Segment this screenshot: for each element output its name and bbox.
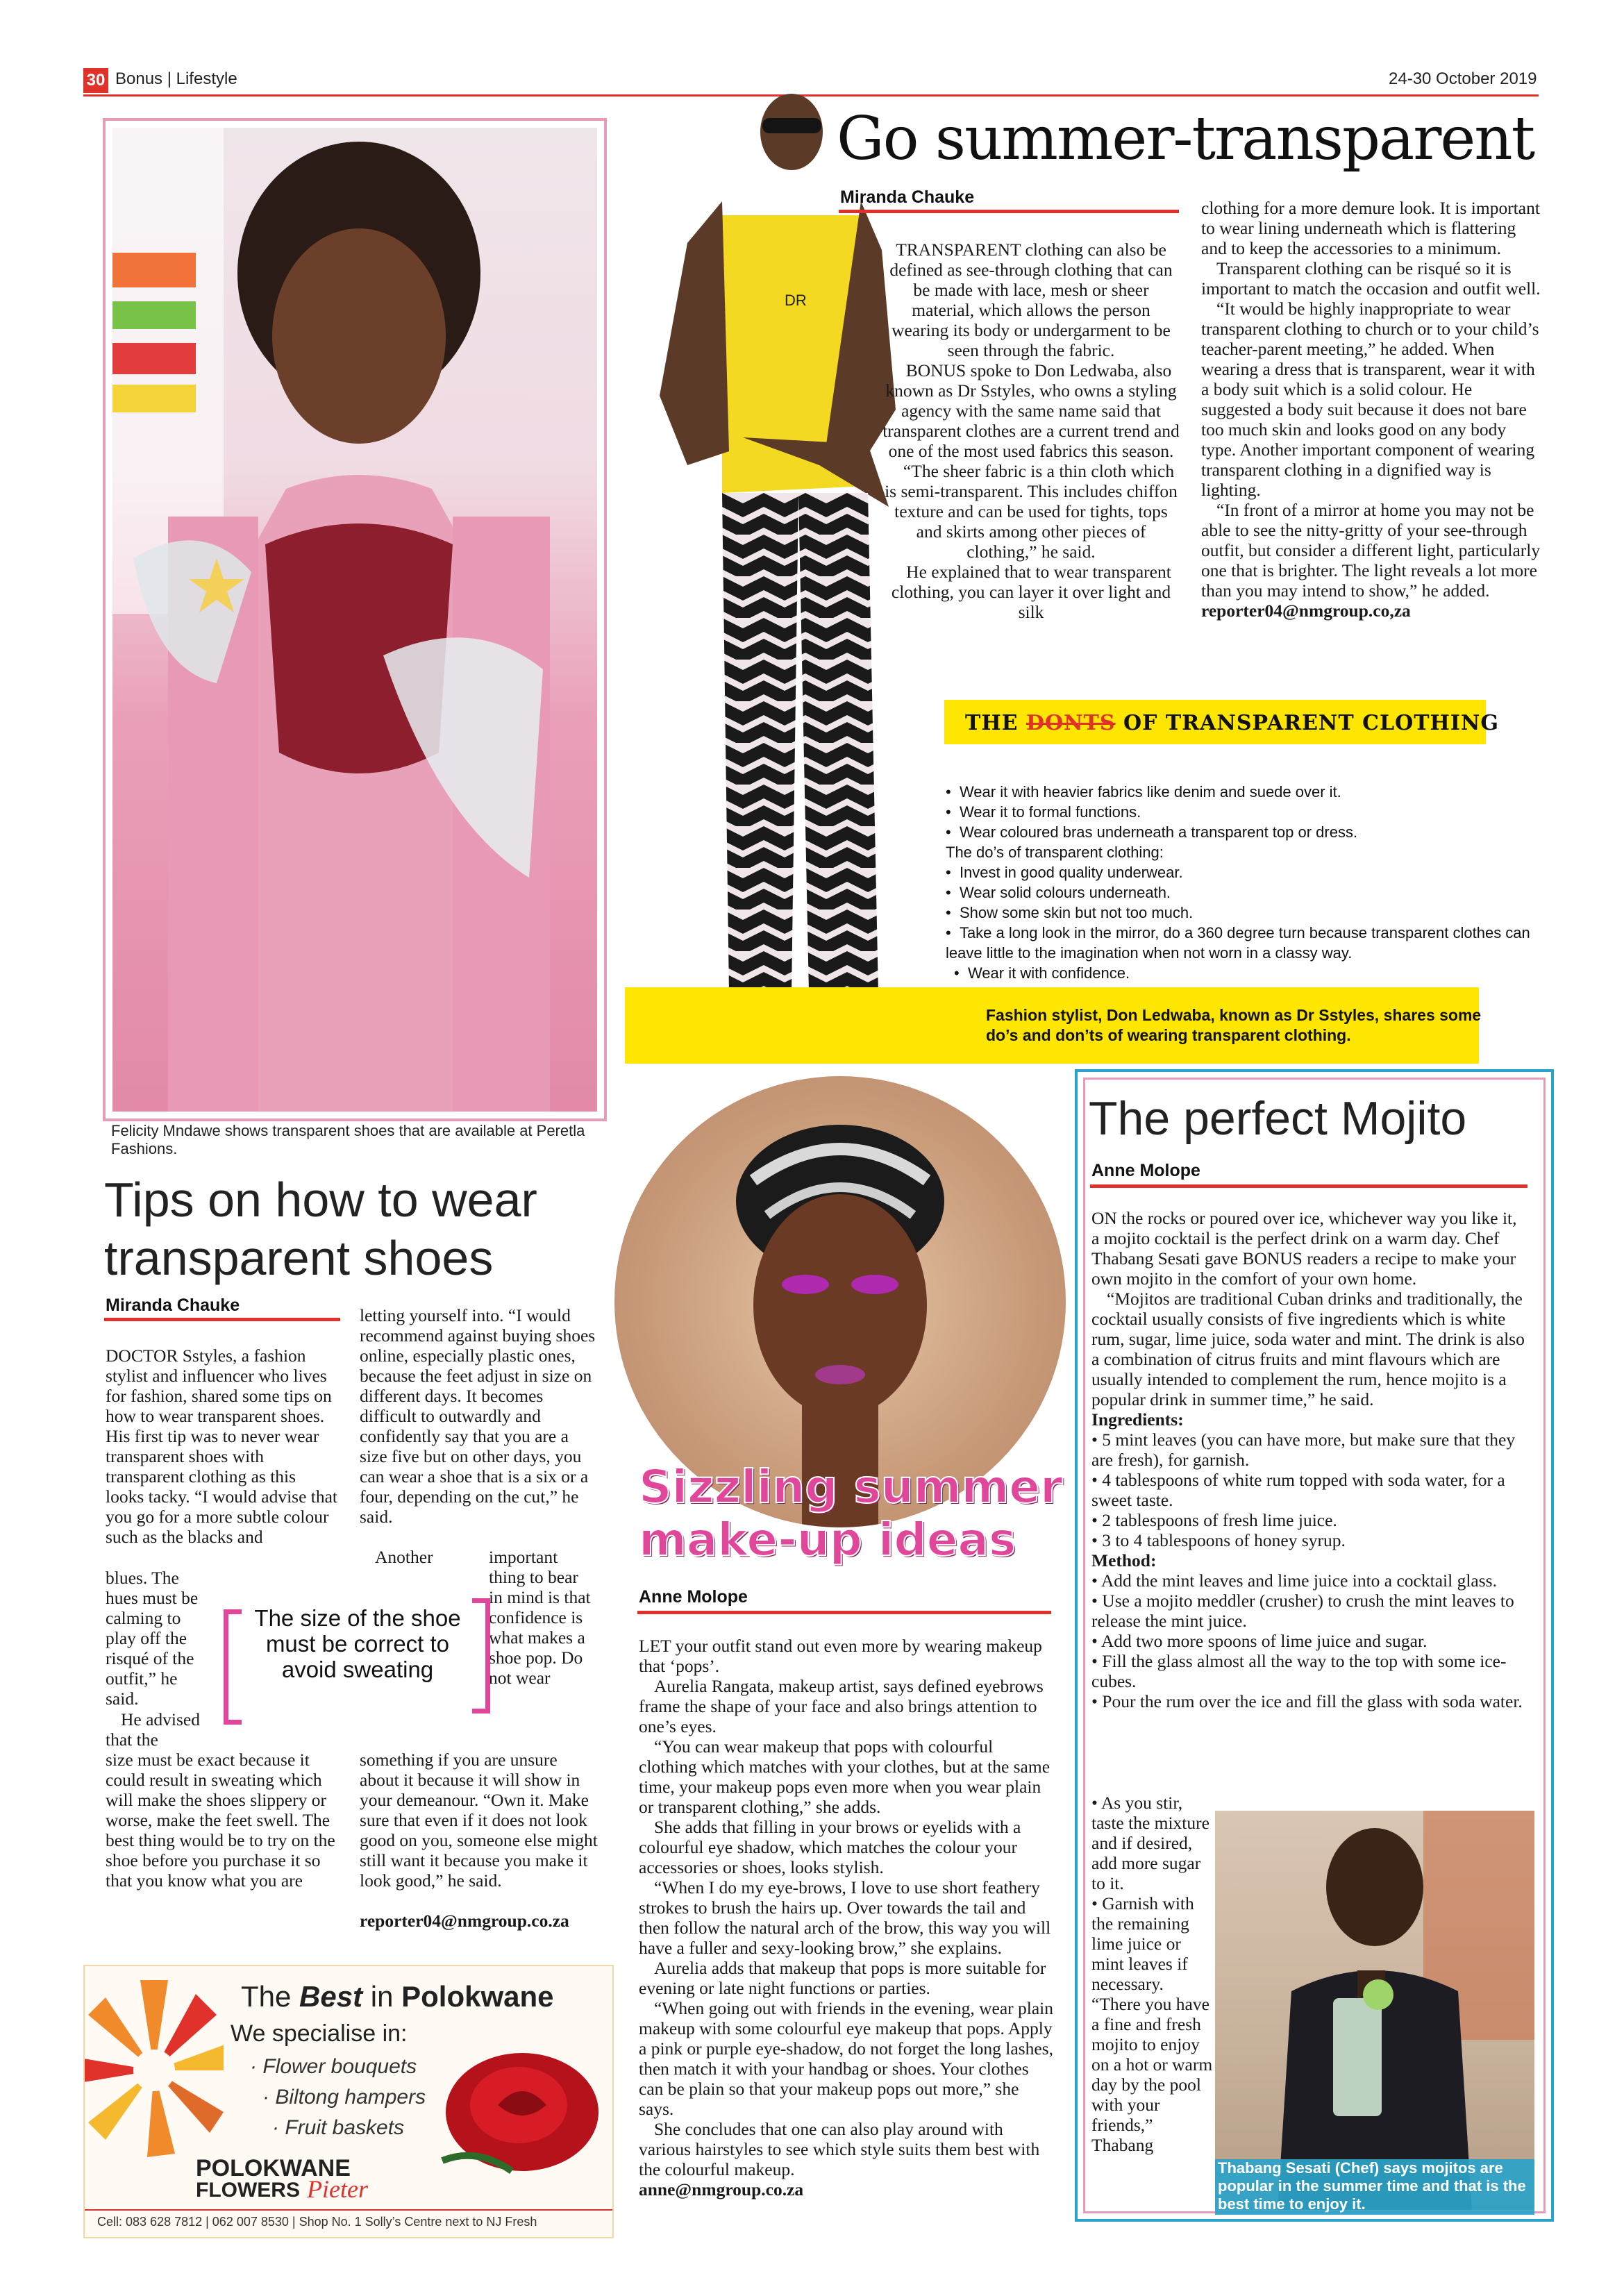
ingredients-heading: Ingredients: <box>1091 1409 1184 1430</box>
method-item: • Add two more spoons of lime juice and sugar. <box>1091 1631 1428 1651</box>
mojito-byline: Anne Molope <box>1091 1161 1200 1180</box>
advert-title-bold: Polokwane <box>401 1980 554 2013</box>
makeup-p: “You can wear makeup that pops with colourful clothing which matches with your clothes, but at the same time, your makeup pops even more when you wear plain or transparent clothing,” she adds. <box>639 1736 1050 1817</box>
ingredient-item: • 4 tablespoons of white rum topped with soda water, for a sweet taste. <box>1091 1470 1505 1510</box>
makeup-headline-line2: make-up ideas <box>639 1513 1016 1566</box>
dos-heading: The do’s of transparent clothing: <box>946 844 1164 861</box>
advert-title-em: Best <box>299 1980 363 2013</box>
shoes-byline: Miranda Chauke <box>106 1296 240 1315</box>
dr-sstyles-photo <box>618 76 896 1076</box>
main-col1 <box>882 240 1180 622</box>
shoes-headline-line2: transparent shoes <box>104 1231 494 1285</box>
mojito-headline: The perfect Mojito <box>1089 1092 1467 1145</box>
photo-frame-felicity <box>103 118 607 1121</box>
makeup-p: She adds that filling in your brows or eyelids with a colourful eye shadow, which matches the colour your accessories or shoes, looks stylish. <box>639 1817 1021 1877</box>
shoes-byline-rule <box>104 1318 340 1321</box>
pullquote-left-bracket <box>224 1609 242 1725</box>
advert-specialise: We specialise in: <box>231 2020 408 2047</box>
method-item: • Add the mint leaves and lime juice into a cocktail glass. <box>1091 1570 1497 1591</box>
donts-title-post: OF TRANSPARENT CLOTHING <box>1115 711 1499 735</box>
main-col1-p4: He explained that to wear transparent clothing, you can layer it over light and silk <box>891 562 1171 622</box>
makeup-email: anne@nmgroup.co.za <box>639 2179 804 2199</box>
donts-title-strike: DONTS <box>1026 711 1116 735</box>
felicity-photo <box>112 128 597 1112</box>
mojito-narrow: • As you stir, taste the mixture and if desired, add more sugar to it. • Garnish with the remaining lime juice or mint leaves if necessary. “There you have a fine and fresh mojito to enjoy on a hot or warm day by the pool with your friends,” Thabang <box>1091 1793 1213 2155</box>
chef-caption: Thabang Sesati (Chef) says mojitos are popular in the summer time and that is the best time to enjoy it. <box>1218 2159 1526 2213</box>
chef-illustration <box>1215 1811 1534 2210</box>
donts-title-pre: THE <box>965 711 1026 735</box>
advert-title <box>241 1980 554 2013</box>
shoes-col1-bottom: size must be exact because it could result in sweating which will make the shoes slippery or worse, make the feet swell. The best thing would be to try on the shoe before you purchase it so that you know what you are <box>106 1750 335 1891</box>
ingredient-item: • 2 tablespoons of fresh lime juice. <box>1091 1510 1337 1530</box>
advert-item: · Biltong hampers <box>262 2086 426 2109</box>
felicity-caption: Felicity Mndawe shows transparent shoes that are available at Peretla Fashions. <box>111 1122 585 1157</box>
main-byline: Miranda Chauke <box>840 187 975 207</box>
section-label: Bonus | Lifestyle <box>115 69 237 88</box>
shoes-col2-bottom: something if you are unsure about it because it will show in your demeanour. “Own it. Make sure that even if it does not look good on you, someone else might still want it because you make it look good,” he said. <box>360 1750 598 1891</box>
advert-contact-rule <box>85 2209 612 2211</box>
main-col2-p3: “It would be highly inappropriate to wear transparent clothing to church or to your child’s teacher-parent meeting,” he added. When wearing a dress that is transparent, wear it with a body suit which is a solid colour. He suggested a body suit because it does not bare too much skin and looks good on any body type. Another important component of wearing transparent clothing in a dignified way is lighting. <box>1201 299 1539 500</box>
method-item: • Pour the rum over the ice and fill the glass with soda water. <box>1091 1691 1523 1711</box>
makeup-p: LET your outfit stand out even more by wearing makeup that ‘pops’. <box>639 1636 1042 1676</box>
advert-brand-line1: POLOKWANE <box>196 2155 351 2181</box>
rose-image <box>435 2050 609 2188</box>
felicity-illustration <box>112 128 597 1112</box>
dos-item: • Show some skin but not too much. <box>946 904 1194 921</box>
donts-item: • Wear it with heavier fabrics like denim and suede over it. <box>946 783 1341 801</box>
main-email: reporter04@nmgroup.co,za <box>1201 601 1411 621</box>
advert-item: · Fruit baskets <box>272 2116 405 2139</box>
shoes-col2-narrow: important thing to bear in mind is that confidence is what makes a shoe pop. Do not wear <box>489 1547 591 1688</box>
shoes-col2-narrow-a: Another <box>375 1547 433 1567</box>
donts-dos-list <box>946 782 1543 983</box>
main-headline: Go summer-transparent <box>837 104 1534 174</box>
main-col2-p1: clothing for a more demure look. It is important to wear lining underneath which is flattering and to keep the accessories to a minimum. <box>1201 198 1540 258</box>
advert-item: · Flower bouquets <box>250 2055 417 2078</box>
dos-item: • Invest in good quality underwear. <box>946 864 1183 881</box>
mojito-body <box>1091 1208 1525 1711</box>
shoes-col2-top: letting yourself into. “I would recommend against buying shoes online, especially plastic ones, because the feet adjust in size on different days. It becomes difficult to outwardly and confidently say that you are a size five but on other days, you can wear a shoe that is a six or a four, depending on the cut,” he said. <box>360 1305 596 1527</box>
method-heading: Method: <box>1091 1550 1157 1570</box>
shoes-headline-line1: Tips on how to wear <box>104 1173 537 1227</box>
chef-photo <box>1215 1811 1534 2210</box>
makeup-headline-line1: Sizzling summer <box>639 1460 1063 1514</box>
makeup-body <box>639 1636 1055 2199</box>
dr-sstyles-illustration <box>618 76 896 1076</box>
advert-title-pre: The <box>241 1980 300 2013</box>
advert-signature: Pieter <box>307 2175 368 2203</box>
mojito-para2: “Mojitos are traditional Cuban drinks and traditionally, the cocktail usually consists of five ingredients which is white rum, sugar, lime juice, soda water and mint. The drink is also a combination of citrus fruits and mint flavours which are usually intended to complement the rum, hence mojito is a popular drink in summer time,” he said. <box>1091 1289 1525 1409</box>
issue-date: 24-30 October 2019 <box>1389 69 1537 88</box>
main-col2 <box>1201 198 1545 621</box>
makeup-p: “When going out with friends in the evening, wear plain makeup with some colourful eye makeup that pops. Apply a pink or purple eye-shadow, do not forget the long lashes, then match it with your handbag or shoes. Your clothes can be plain so that your makeup pops out more,” she says. <box>639 1998 1054 2119</box>
dos-item: • Wear it with confidence. <box>954 964 1130 982</box>
makeup-byline: Anne Molope <box>639 1587 748 1607</box>
makeup-headline <box>639 1461 1063 1566</box>
donts-title <box>965 711 1499 735</box>
advert-contact: Cell: 083 628 7812 | 062 007 8530 | Shop No. 1 Solly’s Centre next to NJ Fresh <box>97 2215 537 2229</box>
makeup-p: She concludes that one can also play around with various hairstyles to see which style suits them best with the colourful makeup. <box>639 2119 1040 2179</box>
shoes-col1-top: DOCTOR Sstyles, a fashion stylist and influencer who lives for fashion, shared some tips on how to wear transparent shoes. His first tip was to never wear transparent shoes with transparent clothing as this looks tacky. “I would advise that you go for a more subtle colour such as the blacks and <box>106 1346 338 1547</box>
main-col1-p1: TRANSPARENT clothing can also be defined as see-through clothing that can be made with lace, mesh or sheer material, which allows the person wearing its body or undergarment to be seen through the fabric. <box>889 240 1173 360</box>
ingredient-item: • 5 mint leaves (you can have more, but make sure that they are fresh), for garnish. <box>1091 1430 1516 1470</box>
makeup-byline-rule <box>637 1611 1051 1614</box>
advert-title-mid: in <box>362 1980 402 2013</box>
main-col2-p4: “In front of a mirror at home you may not be able to see the nitty-gritty of your see-through outfit, but consider a different light, particularly one that is brighter. The light reveals a lot more than you may intend to show,” he added. <box>1201 500 1541 601</box>
main-photo-caption: Fashion stylist, Don Ledwaba, known as Dr Sstyles, shares some do’s and don’ts of wearing transparent clothing. <box>986 1006 1482 1044</box>
ingredient-item: • 3 to 4 tablespoons of honey syrup. <box>1091 1530 1346 1550</box>
makeup-p: Aurelia adds that makeup that pops is more suitable for evening or late night functions or parties. <box>639 1958 1046 1998</box>
main-byline-rule <box>839 210 1179 213</box>
pullquote-right-bracket <box>472 1598 490 1713</box>
shoes-col1-narrow: blues. The hues must be calming to play off the risqué of the outfit,” he said. <box>106 1568 199 1709</box>
advert-brand-line2: FLOWERS <box>196 2179 300 2202</box>
shirt-logo: DR <box>785 292 807 309</box>
dos-item: • Wear solid colours underneath. <box>946 884 1171 901</box>
mojito-byline-rule <box>1090 1184 1527 1188</box>
dos-item: • Take a long look in the mirror, do a 360 degree turn because transparent clothes can leave little to the imagination when not worn in a classy way. <box>946 924 1530 962</box>
page-number-badge: 30 <box>83 68 108 93</box>
pullquote: The size of the shoe must be correct to avoid sweating <box>254 1605 461 1682</box>
makeup-p: “When I do my eye-brows, I love to use short feathery strokes to brush the hairs up. Over towards the tail and then follow the natural arch of the brow, this way you will have a fuller and sexy-looking brow,” she explains. <box>639 1877 1051 1958</box>
main-col1-p3: “The sheer fabric is a thin cloth which is semi-transparent. This includes chiffon texture and can be used for tights, tops and skirts among other pieces of clothing,” he said. <box>885 461 1178 562</box>
main-col1-p2: BONUS spoke to Don Ledwaba, also known as Dr Sstyles, who owns a styling agency with the same name said that transparent clothes are a current trend and one of the most used fabrics this season. <box>882 360 1180 461</box>
mojito-intro: ON the rocks or poured over ice, whichever way you like it, a mojito cocktail is the perfect drink on a warm day. Chef Thabang Sesati gave BONUS readers a recipe to make your own mojito in the comfort of your own home. <box>1091 1208 1517 1289</box>
main-col2-p2: Transparent clothing can be risqué so it is important to match the occasion and outfit well. <box>1201 258 1541 299</box>
method-item: • Use a mojito meddler (crusher) to crush the mint leaves to release the mint juice. <box>1091 1591 1514 1631</box>
shoes-email: reporter04@nmgroup.co.za <box>360 1911 569 1931</box>
shoes-col1-narrow2: He advised that the <box>106 1709 201 1750</box>
donts-item: • Wear coloured bras underneath a transparent top or dress. <box>946 823 1358 841</box>
donts-item: • Wear it to formal functions. <box>946 803 1141 821</box>
polokwane-flowers-advert[interactable] <box>83 1965 614 2238</box>
method-item: • Fill the glass almost all the way to the top with some ice-cubes. <box>1091 1651 1507 1691</box>
makeup-p: Aurelia Rangata, makeup artist, says defined eyebrows frame the shape of your face and also brings attention to one’s eyes. <box>639 1676 1044 1736</box>
